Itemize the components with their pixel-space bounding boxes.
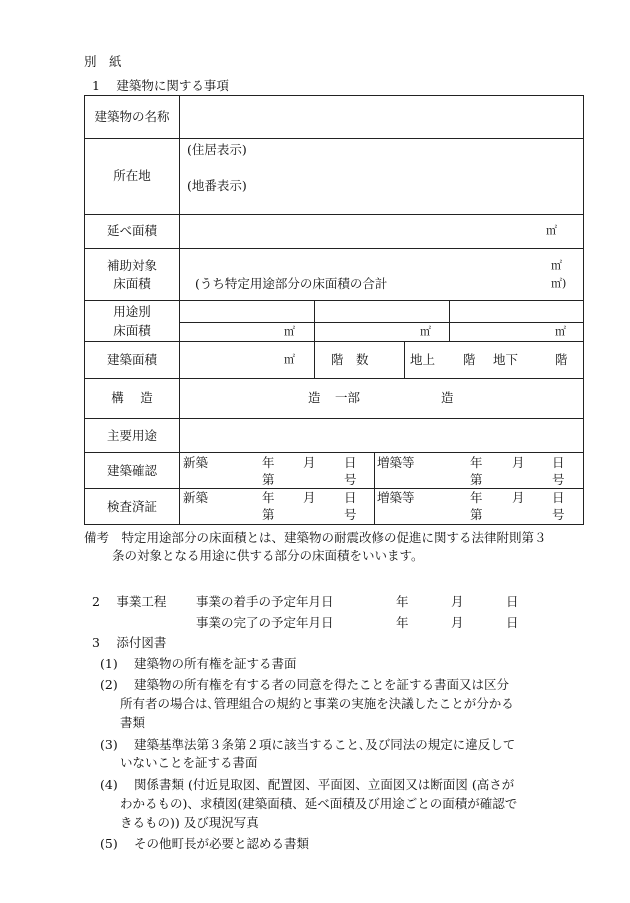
attachment-5-num: (5) [100,836,118,851]
remark-line-2: 条の対象となる用途に供する部分の床面積をいいます。 [112,548,424,563]
appendix-label: 別 紙 [84,54,122,69]
schedule-start-year: 年 [396,594,409,609]
below-ground-unit: 階 [555,352,568,367]
location-label: 所在地 [113,168,151,183]
inspect-new-month: 月 [303,490,316,505]
subsidy-floor-label-1: 補助対象 [106,258,157,273]
building-area-unit: ㎡ [284,353,295,366]
total-floor-area-unit: ㎡ [546,224,557,237]
above-ground-label: 地上 [410,352,436,367]
main-use-label: 主要用途 [106,428,157,443]
schedule-start-label: 事業の着手の予定年月日 [196,594,334,609]
attachment-2-line: 所有者の場合は､管理組合の規約と事業の実施を決議したことが分かる [120,696,514,711]
below-ground-label: 地下 [493,352,519,367]
structure-part-unit: 造 [441,390,454,405]
confirm-new-build: 新築 [183,455,209,470]
inspect-exp-dai: 第 [470,507,483,522]
attachment-1-line: 建築物の所有権を証する書面 [134,656,297,671]
use-floor-label-1: 用途別 [113,304,151,319]
inspect-new-year: 年 [262,490,275,505]
above-ground-unit: 階 [463,352,476,367]
subsidy-floor-unit-paren: ㎡) [551,277,567,290]
location-residential-label: (住居表示) [187,142,247,157]
confirm-new-go: 号 [344,472,357,487]
attachment-3-line: いないことを証する書面 [120,755,258,770]
confirm-new-dai: 第 [262,472,275,487]
confirm-exp-month: 月 [512,455,525,470]
confirm-expansion: 増築等 [377,455,415,470]
schedule-start-day: 日 [506,594,519,609]
location-lot-label: (地番表示) [187,178,247,193]
confirm-exp-year: 年 [470,455,483,470]
inspect-new-dai: 第 [262,507,275,522]
subsidy-floor-note: (うち特定用途部分の床面積の合計 [195,276,388,291]
use-floor-label-2: 床面積 [113,323,151,338]
subsidy-floor-label-2: 床面積 [113,276,151,291]
structure-label: 構 造 [111,390,153,405]
schedule-start-month: 月 [451,594,464,609]
inspect-exp-month: 月 [512,490,525,505]
subsidy-floor-unit: ㎡ [551,259,562,272]
confirm-exp-go: 号 [552,472,565,487]
confirm-exp-day: 日 [552,455,565,470]
structure-main-unit: 造 [308,390,321,405]
building-area-label: 建築面積 [106,352,157,367]
use-floor-unit-2: ㎡ [420,325,431,338]
attachment-4-line: 関係書類 (付近見取図、配置図、平面図、立面図又は断面図 (高さが [134,777,515,792]
confirm-new-day: 日 [344,455,357,470]
structure-part-label: 一部 [335,390,361,405]
attachment-2-line: 建築物の所有権を有する者の同意を得たことを証する書面又は区分 [134,677,510,692]
schedule-end-label: 事業の完了の予定年月日 [196,615,334,630]
confirm-new-year: 年 [262,455,275,470]
attachment-2-line: 書類 [120,715,146,730]
inspect-new-build: 新築 [183,490,209,505]
remark-line-1: 備考 特定用途部分の床面積とは、建築物の耐震改修の促進に関する法律附則第３ [84,530,547,545]
building-info-table [84,95,584,525]
attachment-4-line: わかるもの)、求積図(建築面積、延べ面積及び用途ごとの面積が確認で [120,796,518,811]
attachment-4-line: きるもの)) 及び現況写真 [120,815,259,830]
building-name-label: 建築物の名称 [94,109,170,124]
schedule-end-month: 月 [451,615,464,630]
schedule-end-year: 年 [396,615,409,630]
attachment-1-num: (1) [100,656,118,671]
use-floor-unit-3: ㎡ [555,325,566,338]
inspect-exp-day: 日 [552,490,565,505]
section3-title: 3 添付図書 [92,635,167,650]
attachment-4-num: (4) [100,777,118,792]
inspect-exp-go: 号 [552,507,565,522]
section2-title: 2 事業工程 [92,594,167,609]
confirm-exp-dai: 第 [470,472,483,487]
attachment-5-line: その他町長が必要と認める書類 [134,836,310,851]
attachment-3-line: 建築基準法第３条第２項に該当すること､及び同法の規定に違反して [134,737,516,752]
use-floor-unit-1: ㎡ [284,325,295,338]
confirm-new-month: 月 [303,455,316,470]
schedule-end-day: 日 [506,615,519,630]
section1-title: 1 建築物に関する事項 [92,78,229,93]
inspect-new-day: 日 [344,490,357,505]
inspect-exp-year: 年 [470,490,483,505]
inspect-new-go: 号 [344,507,357,522]
building-confirmation-label: 建築確認 [106,463,157,478]
inspection-certificate-label: 検査済証 [106,499,157,514]
floors-label: 階 数 [331,352,369,367]
attachment-2-num: (2) [100,677,118,692]
inspect-expansion: 増築等 [377,490,415,505]
attachment-3-num: (3) [100,737,118,752]
label-column-divider [179,96,180,524]
total-floor-area-label: 延べ面積 [106,223,157,238]
